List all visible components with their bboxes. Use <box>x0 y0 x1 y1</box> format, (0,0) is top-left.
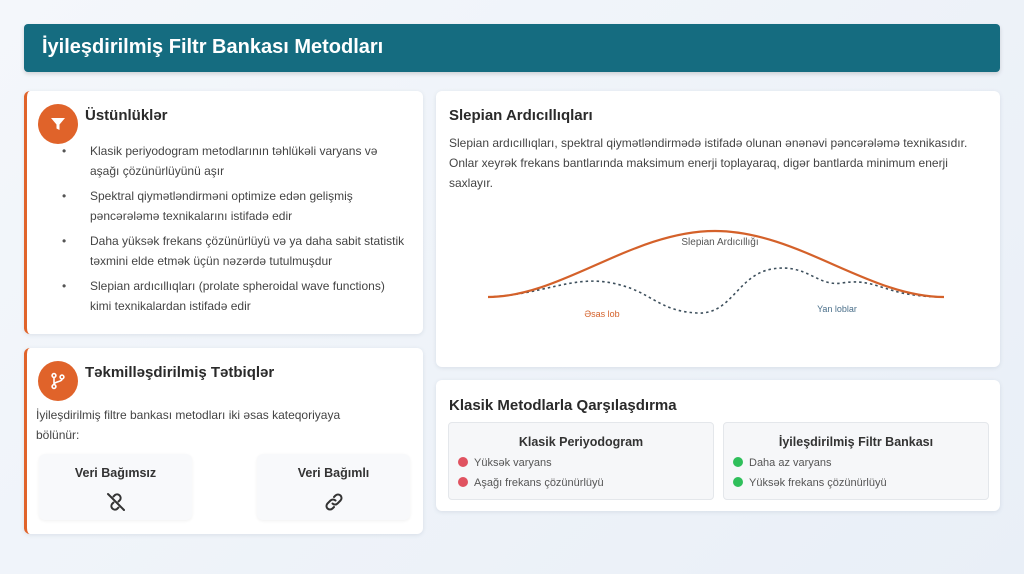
slepian-title: Slepian Ardıcıllıqları <box>449 107 593 124</box>
list-item: • Klasik periyodogram metodlarının təhlükəli varyans və aşağı çözünürlüyünü aşır <box>61 141 409 181</box>
side-lobes-curve <box>488 268 942 313</box>
title-bar <box>24 24 1000 72</box>
applications-description: İyileşdirilmiş filtre bankası metodları iki əsas kateqoriyaya bölünür: <box>36 408 341 442</box>
category-label: Veri Bağımsız <box>74 466 157 480</box>
advantages-list <box>61 141 409 321</box>
good-status-icon <box>733 477 743 487</box>
applications-title: Təkmilləşdirilmiş Tətbiqlər <box>85 364 275 381</box>
comparison-classic <box>448 422 714 500</box>
list-item: • Spektral qiymətləndirməni optimize edən gelişmiş pəncərələmə texnikalarını istifadə edir <box>61 186 409 226</box>
bad-status-icon <box>458 457 468 467</box>
list-item: • Slepian ardıcıllıqları (prolate spheroidal wave functions) kimi texnikalardan istifadə edir <box>61 276 409 316</box>
side-lobes-label: Yan loblar <box>817 304 857 314</box>
main-lobe-label: Əsas lob <box>584 309 620 319</box>
link-icon <box>322 490 346 514</box>
slepian-illustration <box>482 217 952 327</box>
page-title: İyileşdirilmiş Filtr Bankası Metodları <box>42 36 384 58</box>
list-item: Yüksək frekans çözünürlüyü <box>733 477 887 489</box>
comparison-title: Klasik Metodlarla Qarşılaşdırma <box>449 397 677 414</box>
advantages-title: Üstünlüklər <box>85 107 168 124</box>
comparison-card <box>436 380 1000 511</box>
category-data-dependent <box>257 454 410 520</box>
list-item: Yüksək varyans <box>458 457 552 469</box>
category-data-independent <box>39 454 192 520</box>
slepian-curve-label: Slepian Ardıcıllığı <box>681 237 759 248</box>
column-title: Klasik Periyodogram <box>518 435 644 449</box>
list-item: • Daha yüksək frekans çözünürlüyü və ya daha sabit statistik təxmini elde etmək üçün nəzərdə tutulmuşdur <box>61 231 409 271</box>
slepian-description: Slepian ardıcıllıqları, spektral qiymətləndirmədə istifadə olunan ənənəvi pəncərələmə texnikasıdır. Onlar xeyrək frekans bantlarında maksimum enerji toplayaraq, digər bantlarda minimum enerji saxlayır. <box>449 136 968 190</box>
applications-card <box>24 348 423 534</box>
bad-status-icon <box>458 477 468 487</box>
category-label: Veri Bağımlı <box>297 466 370 480</box>
branch-icon <box>38 361 78 401</box>
list-item: Aşağı frekans çözünürlüyü <box>458 477 604 489</box>
filter-icon <box>38 104 78 144</box>
list-item: Daha az varyans <box>733 457 832 469</box>
unlink-icon <box>104 490 128 514</box>
column-title: İyileşdirilmiş Filtr Bankası <box>778 435 934 449</box>
advantages-card <box>24 91 423 334</box>
good-status-icon <box>733 457 743 467</box>
slepian-card <box>436 91 1000 367</box>
comparison-improved <box>723 422 989 500</box>
